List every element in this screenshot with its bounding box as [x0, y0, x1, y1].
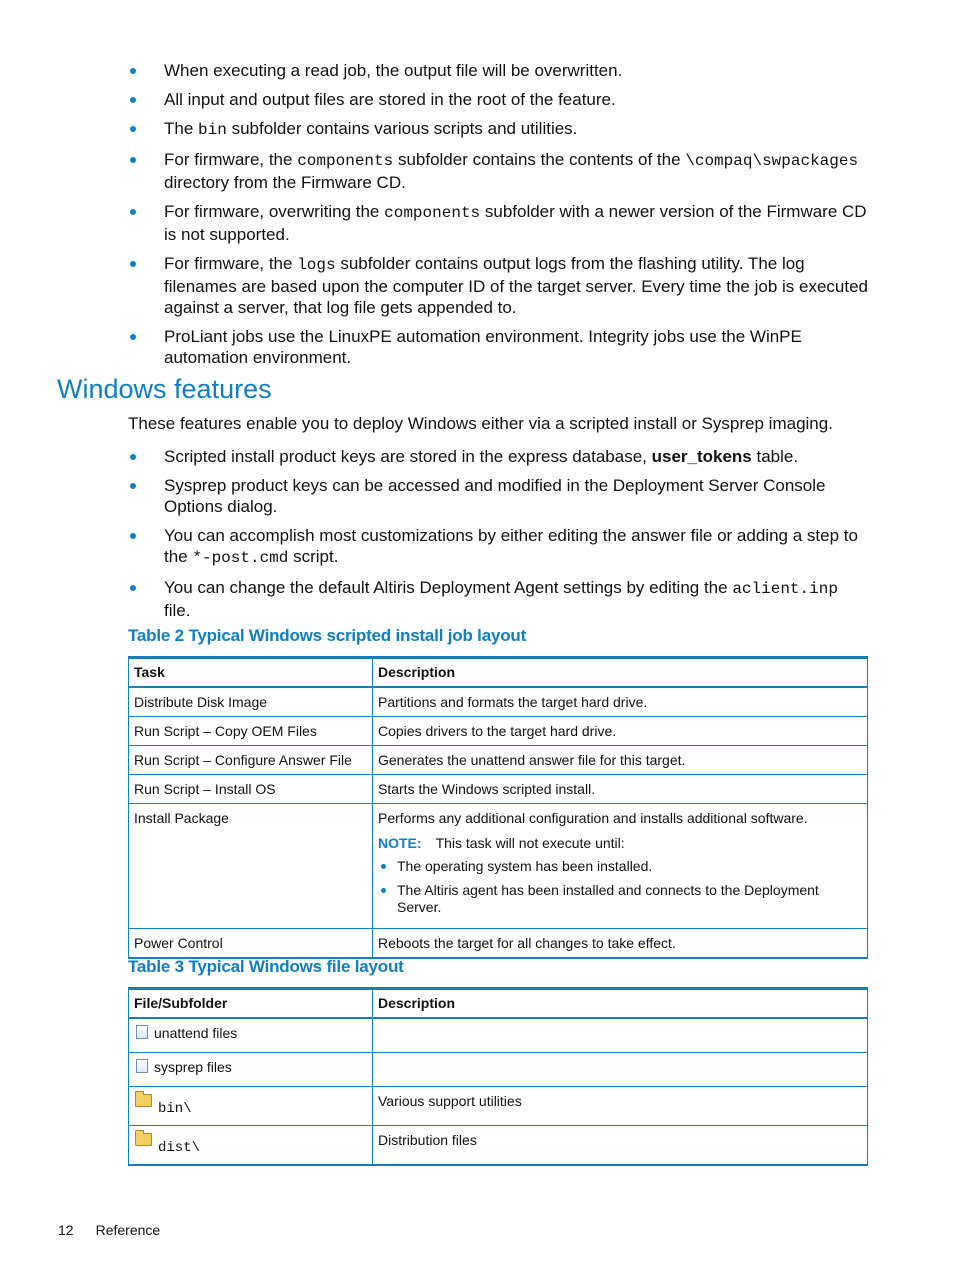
folder-icon [135, 1133, 152, 1146]
list-item [128, 326, 868, 368]
code-text: aclient.inp [732, 580, 838, 598]
file-name: unattend files [154, 1025, 238, 1041]
bold-text: user_tokens [651, 447, 752, 466]
code-text: *-post.cmd [192, 549, 289, 567]
note-conditions-list [378, 858, 862, 916]
column-header-file: File/Subfolder [129, 989, 373, 1019]
bullet-icon [130, 209, 136, 215]
task-cell: Power Control [129, 929, 373, 959]
list-item [128, 446, 868, 467]
page-number: 12 [58, 1222, 74, 1238]
table-row [129, 1053, 868, 1087]
description-cell: Reboots the target for all changes to take effect. [373, 929, 868, 959]
task-cell: Run Script – Install OS [129, 775, 373, 804]
list-item-text: The operating system has been installed. [397, 858, 653, 874]
folder-name: bin\ [158, 1101, 192, 1117]
table-row [129, 687, 868, 717]
section-intro: These features enable you to deploy Windows either via a scripted install or Sysprep imaging. [128, 414, 833, 433]
folder-name: dist\ [158, 1140, 201, 1156]
file-icon [136, 1025, 148, 1039]
page-footer [58, 1222, 160, 1238]
install-package-description: Performs any additional configuration and installs additional software. [378, 810, 808, 826]
description-cell [373, 1053, 868, 1087]
code-text: \compaq\swpackages [685, 152, 859, 170]
bullet-icon [130, 533, 136, 539]
list-item-text: When executing a read job, the output file will be overwritten. [164, 61, 623, 80]
list-item [128, 525, 868, 569]
bullet-icon [130, 68, 136, 74]
table-row [129, 929, 868, 959]
list-item-text: For firmware, overwriting the [164, 202, 385, 221]
description-cell: Starts the Windows scripted install. [373, 775, 868, 804]
list-item-text: directory from the Firmware CD. [164, 173, 406, 192]
list-item-text: The Altiris agent has been installed and connects to the Deployment Server. [397, 882, 819, 915]
list-item-text: subfolder contains various scripts and utilities. [226, 119, 578, 138]
list-item-text: For firmware, the [164, 150, 298, 169]
description-cell [373, 804, 868, 929]
folder-cell [129, 1087, 373, 1126]
column-header-description: Description [373, 989, 868, 1019]
task-cell: Install Package [129, 804, 373, 929]
code-text: logs [297, 256, 336, 274]
bullet-icon [130, 483, 136, 489]
table-row [129, 1018, 868, 1053]
table-row [129, 746, 868, 775]
bullet-icon [130, 261, 136, 267]
list-item [128, 89, 868, 110]
code-text: components [297, 152, 394, 170]
bullet-icon [381, 888, 386, 893]
description-cell: Generates the unattend answer file for this target. [373, 746, 868, 775]
list-item-text: subfolder with a newer version of the Firmware CD is not supported. [164, 202, 867, 244]
code-text: components [384, 204, 481, 222]
list-item [128, 475, 868, 517]
list-item [378, 882, 862, 916]
bullet-icon [130, 97, 136, 103]
table-row [129, 804, 868, 929]
file-cell [129, 1053, 373, 1087]
bullet-icon [130, 334, 136, 340]
list-item-text: file. [164, 601, 191, 620]
task-cell: Run Script – Configure Answer File [129, 746, 373, 775]
table-row [129, 717, 868, 746]
list-item-text: table. [751, 447, 799, 466]
column-header-task: Task [129, 658, 373, 688]
task-cell: Run Script – Copy OEM Files [129, 717, 373, 746]
folder-icon [135, 1094, 152, 1107]
list-item [378, 858, 862, 875]
description-cell: Partitions and formats the target hard drive. [373, 687, 868, 717]
table-header-row [129, 658, 868, 688]
section-title: Windows features [57, 374, 272, 404]
file-cell [129, 1018, 373, 1053]
list-item-text: Sysprep product keys can be accessed and modified in the Deployment Server Console Options dialog. [164, 476, 826, 516]
table2-caption: Table 2 Typical Windows scripted install job layout [128, 626, 527, 645]
bullet-icon [130, 585, 136, 591]
description-cell: Copies drivers to the target hard drive. [373, 717, 868, 746]
bullet-icon [130, 157, 136, 163]
list-item-text: Scripted install product keys are stored in the express database, [164, 447, 652, 466]
list-item [128, 60, 868, 81]
bullet-icon [130, 454, 136, 460]
windows-features-list [128, 446, 868, 629]
table-row [129, 1126, 868, 1166]
note-text: This task will not execute until: [435, 835, 625, 851]
bullet-icon [130, 126, 136, 132]
table3-caption: Table 3 Typical Windows file layout [128, 957, 404, 976]
file-layout-table [128, 987, 868, 1166]
table-row [129, 775, 868, 804]
list-item-text: script. [288, 547, 339, 566]
table-header-row [129, 989, 868, 1019]
list-item [128, 577, 868, 621]
feature-notes-list [128, 60, 868, 376]
list-item [128, 118, 868, 141]
table-row [129, 1087, 868, 1126]
folder-cell [129, 1126, 373, 1166]
file-icon [136, 1059, 148, 1073]
list-item-text: subfolder contains the contents of the [393, 150, 686, 169]
bullet-icon [381, 864, 386, 869]
job-layout-table [128, 656, 868, 959]
list-item [128, 253, 868, 318]
description-cell: Various support utilities [373, 1087, 868, 1126]
list-item-text: You can change the default Altiris Deployment Agent settings by editing the [164, 578, 733, 597]
column-header-description: Description [373, 658, 868, 688]
file-name: sysprep files [154, 1059, 232, 1075]
list-item-text: You can accomplish most customizations by either editing the answer file or adding a step to the [164, 526, 858, 566]
note-label: NOTE: [378, 835, 422, 851]
list-item-text: For firmware, the [164, 254, 298, 273]
list-item-text: subfolder contains output logs from the flashing utility. The log filenames are based upon the computer ID of the target server. Every time the job is executed against a server, that log file gets appended to. [164, 254, 868, 317]
list-item-text: The [164, 119, 199, 138]
list-item [128, 149, 868, 193]
code-text: bin [198, 121, 227, 139]
description-cell: Distribution files [373, 1126, 868, 1166]
description-cell [373, 1018, 868, 1053]
note [378, 835, 862, 852]
list-item [128, 201, 868, 245]
list-item-text: ProLiant jobs use the LinuxPE automation environment. Integrity jobs use the WinPE automation environment. [164, 327, 802, 367]
task-cell: Distribute Disk Image [129, 687, 373, 717]
footer-section: Reference [95, 1222, 161, 1238]
list-item-text: All input and output files are stored in the root of the feature. [164, 90, 616, 109]
